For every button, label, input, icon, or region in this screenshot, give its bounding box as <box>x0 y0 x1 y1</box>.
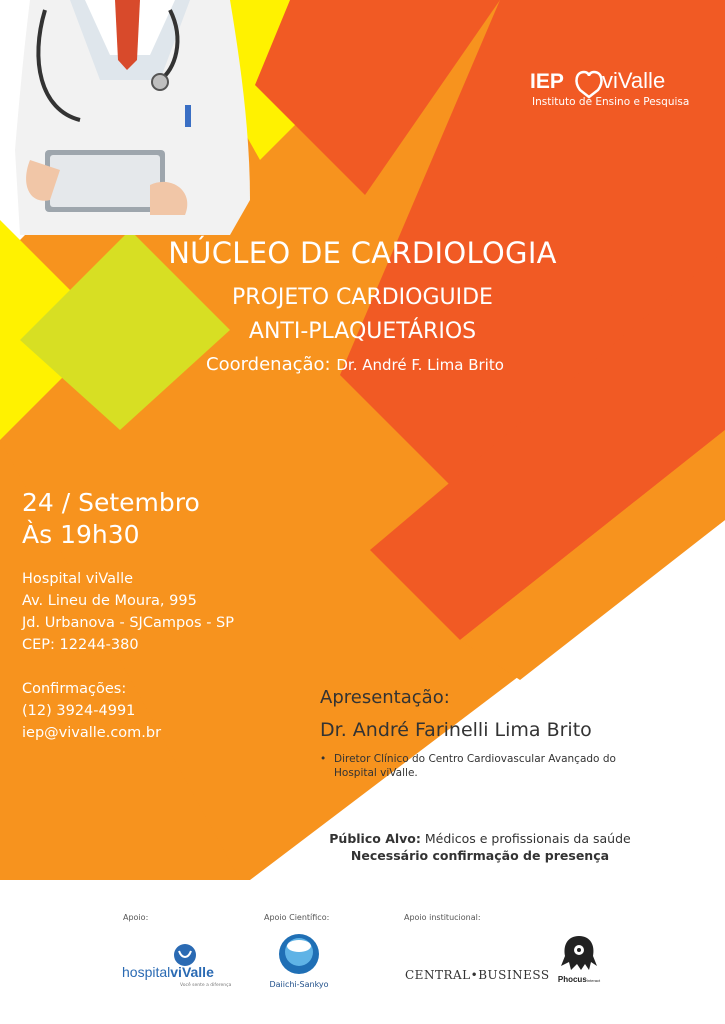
svg-text:hospitalviValle <box>122 964 214 980</box>
coordination-label: Coordenação: <box>206 354 331 375</box>
logo-tagline: Instituto de Ensino e Pesquisa <box>532 96 690 108</box>
bullet-marker: • <box>320 753 327 765</box>
daiichi-sankyo-text: Daiichi-Sankyo <box>269 980 329 989</box>
hospital-vivalle-heart-icon <box>174 944 196 966</box>
presenter-credential <box>320 752 650 780</box>
presenter-name: Dr. André Farinelli Lima Brito <box>320 719 592 741</box>
audience-text: Médicos e profissionais da saúde <box>424 831 631 846</box>
logo-iep-text: IEP <box>530 70 564 93</box>
apoio-institucional-label: Apoio institucional: <box>404 913 481 922</box>
audience-block <box>290 830 670 864</box>
phocus-octopus-icon <box>561 936 597 970</box>
daiichi-sankyo-globe-icon <box>279 934 319 974</box>
svg-text:PhocusInteract <box>558 975 601 984</box>
event-date: 24 / Setembro <box>22 488 200 517</box>
heart-leaf-icon <box>577 72 602 97</box>
event-title: NÚCLEO DE CARDIOLOGIA <box>168 236 557 270</box>
presenter-credential-text: Diretor Clínico do Centro Cardiovascular Avançado do Hospital viValle. <box>334 753 616 779</box>
event-subtitle-topic: ANTI-PLAQUETÁRIOS <box>248 319 477 344</box>
iep-vivalle-logo <box>530 64 710 114</box>
audience-label: Público Alvo: <box>329 831 421 846</box>
address-venue: Hospital viValle <box>22 571 134 587</box>
address-postal-code: CEP: 12244-380 <box>22 637 139 653</box>
doctor-illustration <box>15 0 250 235</box>
apoio-cientifico-label: Apoio Científico: <box>264 913 330 922</box>
hospital-prefix-text: hospital <box>122 964 171 980</box>
phocus-interact-logo <box>555 932 603 987</box>
audience-line <box>290 830 670 847</box>
hospital-tagline-text: Você sente a diferença <box>180 983 232 988</box>
central-business-logo: CENTRAL•BUSINESS <box>405 968 550 982</box>
apoio-label: Apoio: <box>123 913 149 922</box>
logo-vivalle-text: viValle <box>602 68 666 93</box>
confirmations-label: Confirmações: <box>22 681 127 697</box>
coordination-line <box>206 354 504 375</box>
address-district: Jd. Urbanova - SJCampos - SP <box>22 615 234 631</box>
phocus-suffix-text: Interact <box>586 978 601 983</box>
phocus-text: Phocus <box>557 975 587 984</box>
event-time: Às 19h30 <box>22 520 140 549</box>
hospital-vivalle-logo <box>122 943 232 993</box>
contact-email[interactable]: iep@vivalle.com.br <box>22 725 162 741</box>
presentation-label: Apresentação: <box>320 687 450 708</box>
coordination-name: Dr. André F. Lima Brito <box>336 356 504 374</box>
contact-phone: (12) 3924-4991 <box>22 703 136 719</box>
event-subtitle-project: PROJETO CARDIOGUIDE <box>232 285 493 310</box>
hospital-name-text: viValle <box>170 964 214 980</box>
daiichi-sankyo-logo <box>268 932 330 992</box>
address-street: Av. Lineu de Moura, 995 <box>22 593 197 609</box>
audience-note: Necessário confirmação de presença <box>350 848 610 863</box>
